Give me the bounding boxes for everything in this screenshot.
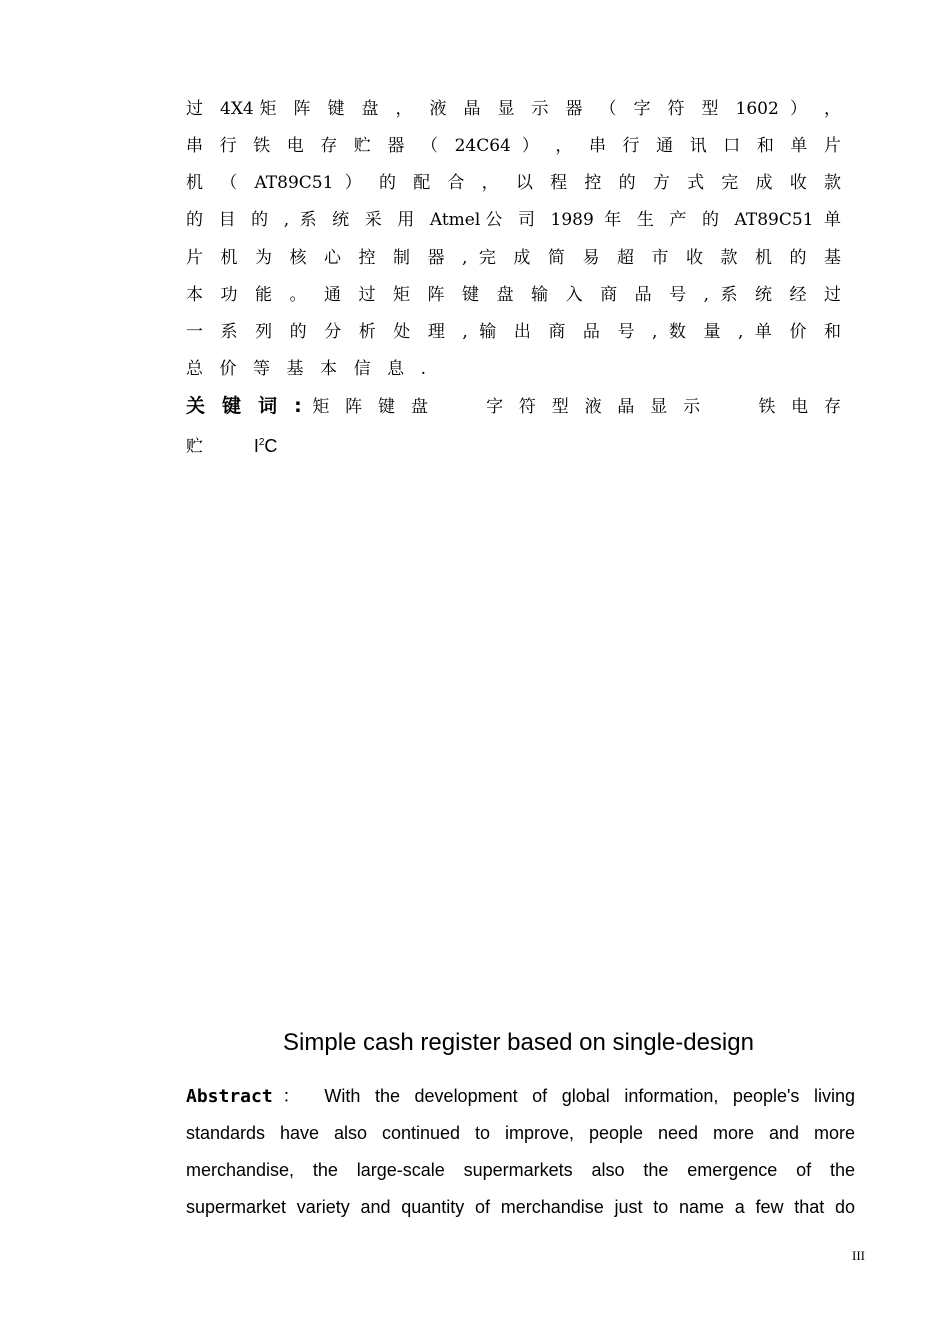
keywords-label: 关 键 词 : [186, 395, 302, 417]
keywords-text: 矩 阵 键 盘 字 符 型 液 晶 显 示 铁 电 存 [312, 397, 842, 417]
keywords-line-1 [186, 393, 841, 419]
zh-abstract-line-2: 串 行 铁 电 存 贮 器 （ 24C64 ） ， 串 行 通 讯 口 和 单 片 [186, 136, 841, 156]
zh-abstract-line-4: 的 目 的 , 系 统 采 用 Atmel公 司 1989 年 生 产 的 AT89C51 单 [186, 210, 841, 230]
zh-abstract-line-5: 片 机 为 核 心 控 制 器 , 完 成 简 易 超 市 收 款 机 的 基 [186, 248, 841, 268]
zh-abstract-line-1: 过 4X4矩 阵 键 盘 ， 液 晶 显 示 器 （ 字 符 型 1602 ） ， [186, 99, 841, 119]
english-title: Simple cash register based on single-design [283, 1029, 754, 1056]
page-number: III [852, 1248, 865, 1263]
zh-abstract-line-3: 机 （ AT89C51 ） 的 配 合 ， 以 程 控 的 方 式 完 成 收 款 [186, 173, 841, 193]
en-abstract-line-4: supermarket variety and quantity of merchandise just to name a few that do [186, 1197, 855, 1217]
abstract-label: Abstract： [186, 1086, 310, 1107]
zh-abstract-line-7: 一 系 列 的 分 析 处 理 , 输 出 商 品 号 , 数 量 , 单 价 和 [186, 322, 841, 342]
zh-abstract-line-6: 本 功 能 。 通 过 矩 阵 键 盘 输 入 商 品 号 , 系 统 经 过 [186, 285, 841, 305]
zh-abstract-line-8: 总 价 等 基 本 信 息 . [186, 359, 426, 379]
i2c-keyword: $I^2C$ [253, 436, 278, 456]
keywords-line-2: 贮 $I^2C$ [186, 436, 278, 457]
en-abstract-line-2: standards have also continued to improve, people need more and more [186, 1123, 855, 1143]
en-abstract-line-1: Abstract： With the development of global information, people's living [186, 1086, 855, 1107]
en-abstract-line-3: merchandise, the large-scale supermarkets also the emergence of the [186, 1160, 855, 1180]
